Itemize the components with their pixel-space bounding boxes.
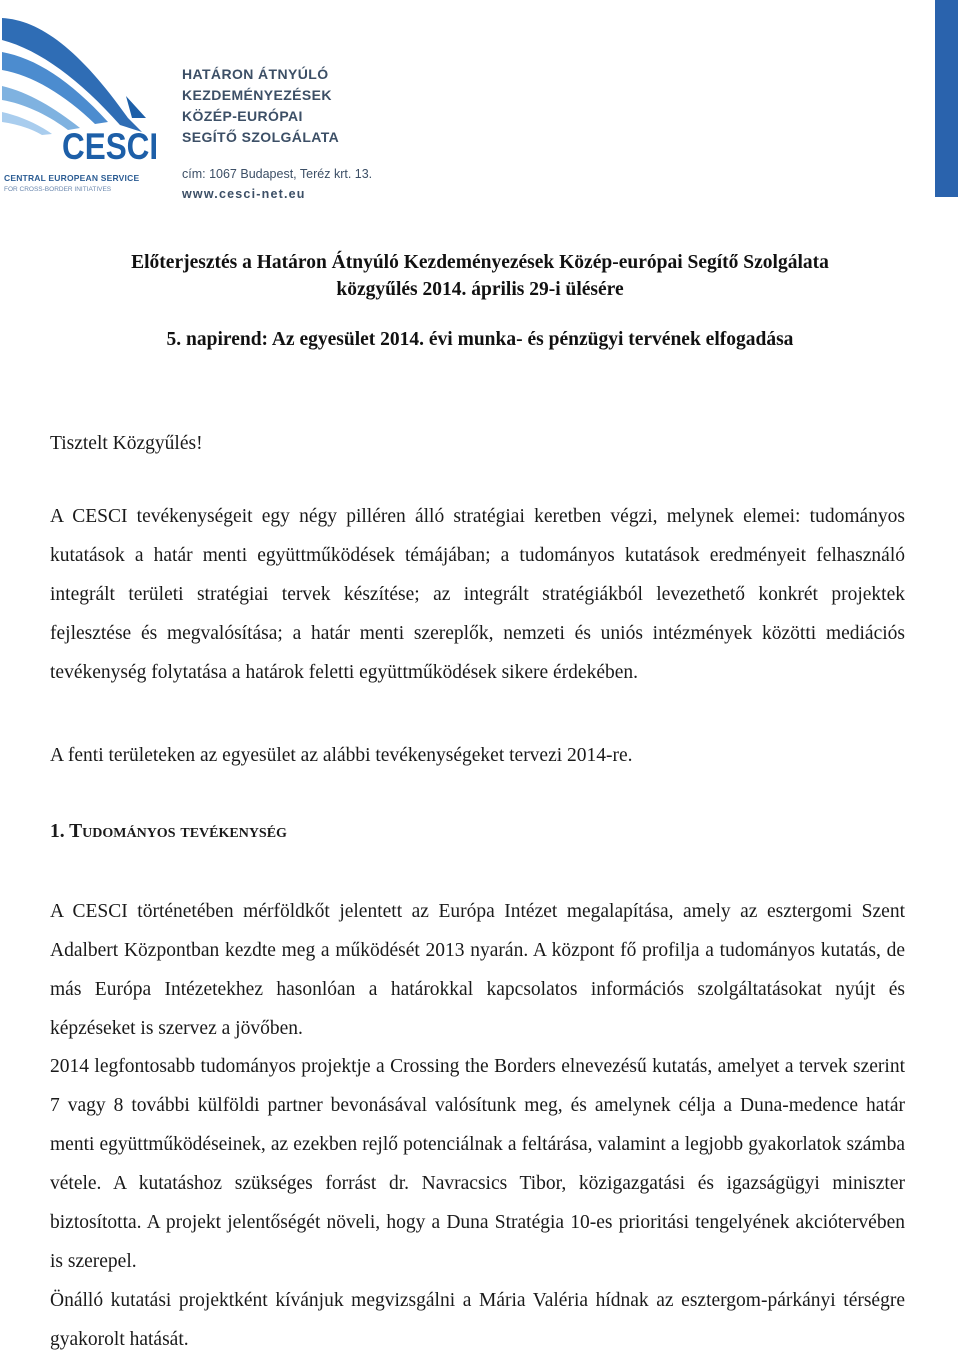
greeting: Tisztelt Közgyűlés!	[50, 433, 203, 454]
cesci-logo-text: CESCI	[62, 126, 159, 167]
letterhead	[0, 0, 960, 205]
intro-paragraph: A CESCI tevékenységeit egy négy pilléren álló stratégiai keretben végzi, melynek elemei: tudományos kutatások a határ menti együttműködések témájában; a tudományos kutatások eredményeit felhasználó integrált területi stratégiai tervek készítése; az integrált stratégiákból levezethető konkrét projektek fejlesztése és megvalósítása; a határ menti szereplők, nemzeti és uniós intézmények közötti mediációs tevékenység folytatása a határok feletti együttműködések sikere érdekében.	[50, 506, 905, 683]
section-paragraph: 2014 legfontosabb tudományos projektje a Crossing the Borders elnevezésű kutatás, amelyet a tervek szerint 7 vagy 8 további külföldi partner bevonásával valósítunk meg, és amelynek célja a Duna-medence határ menti együttműködéseinek, az ezekben rejlő potenciálnak a feltárása, valamint a legjobb gyakorlatok számba vétele. A kutatáshoz szükséges forrást dr. Navracsics Tibor, közigazgatási és igazságügyi miniszter biztosította. A projekt jelentőségét növeli, hogy a Duna Stratégia 10-es prioritási tengelyének akciótervében is szerepel.	[50, 1056, 905, 1272]
decorative-bar	[935, 0, 958, 197]
intro-paragraph-2: A fenti területeken az egyesület az alábbi tevékenységeket tervezi 2014-re.	[50, 745, 633, 766]
document-title: Előterjesztés a Határon Átnyúló Kezdeményezések Közép-európai Segítő Szolgálata	[131, 252, 829, 273]
org-line: HATÁRON ÁTNYÚLÓ	[182, 66, 329, 82]
contact-block	[182, 164, 372, 204]
org-line: SEGÍTŐ SZOLGÁLATA	[182, 129, 340, 145]
section-paragraph: Önálló kutatási projektként kívánjuk megvizsgálni a Mária Valéria hídnak az esztergom-párkányi térségre gyakorolt hatását.	[50, 1290, 905, 1350]
section-paragraph: A CESCI történetében mérföldkőt jelentett az Európa Intézet megalapítása, amely az esztergomi Szent Adalbert Központban kezdte meg a működését 2013 nyarán. A központ fő profilja a tudományos kutatás, de más Európa Intézetekhez hasonlóan a határokkal kapcsolatos információs szolgáltatásokat nyújt és képzéseket is szervez a jövőben.	[50, 901, 905, 1039]
website-link[interactable]: www.cesci-net.eu	[182, 187, 306, 201]
section-heading: 1. Tudományos tevékenység	[50, 821, 287, 842]
logo-subtitle: CENTRAL EUROPEAN SERVICE	[4, 173, 140, 183]
logo-subtitle-secondary: FOR CROSS-BORDER INITIATIVES	[4, 186, 112, 193]
address: cím: 1067 Budapest, Teréz krt. 13.	[182, 167, 373, 181]
document-title-line2: közgyűlés 2014. április 29-i ülésére	[336, 279, 624, 300]
org-line: KÖZÉP-EURÓPAI	[182, 108, 303, 124]
agenda-title: 5. napirend: Az egyesület 2014. évi munka- és pénzügyi tervének elfogadása	[166, 329, 794, 350]
organization-name	[182, 64, 339, 148]
org-line: KEZDEMÉNYEZÉSEK	[182, 87, 332, 103]
